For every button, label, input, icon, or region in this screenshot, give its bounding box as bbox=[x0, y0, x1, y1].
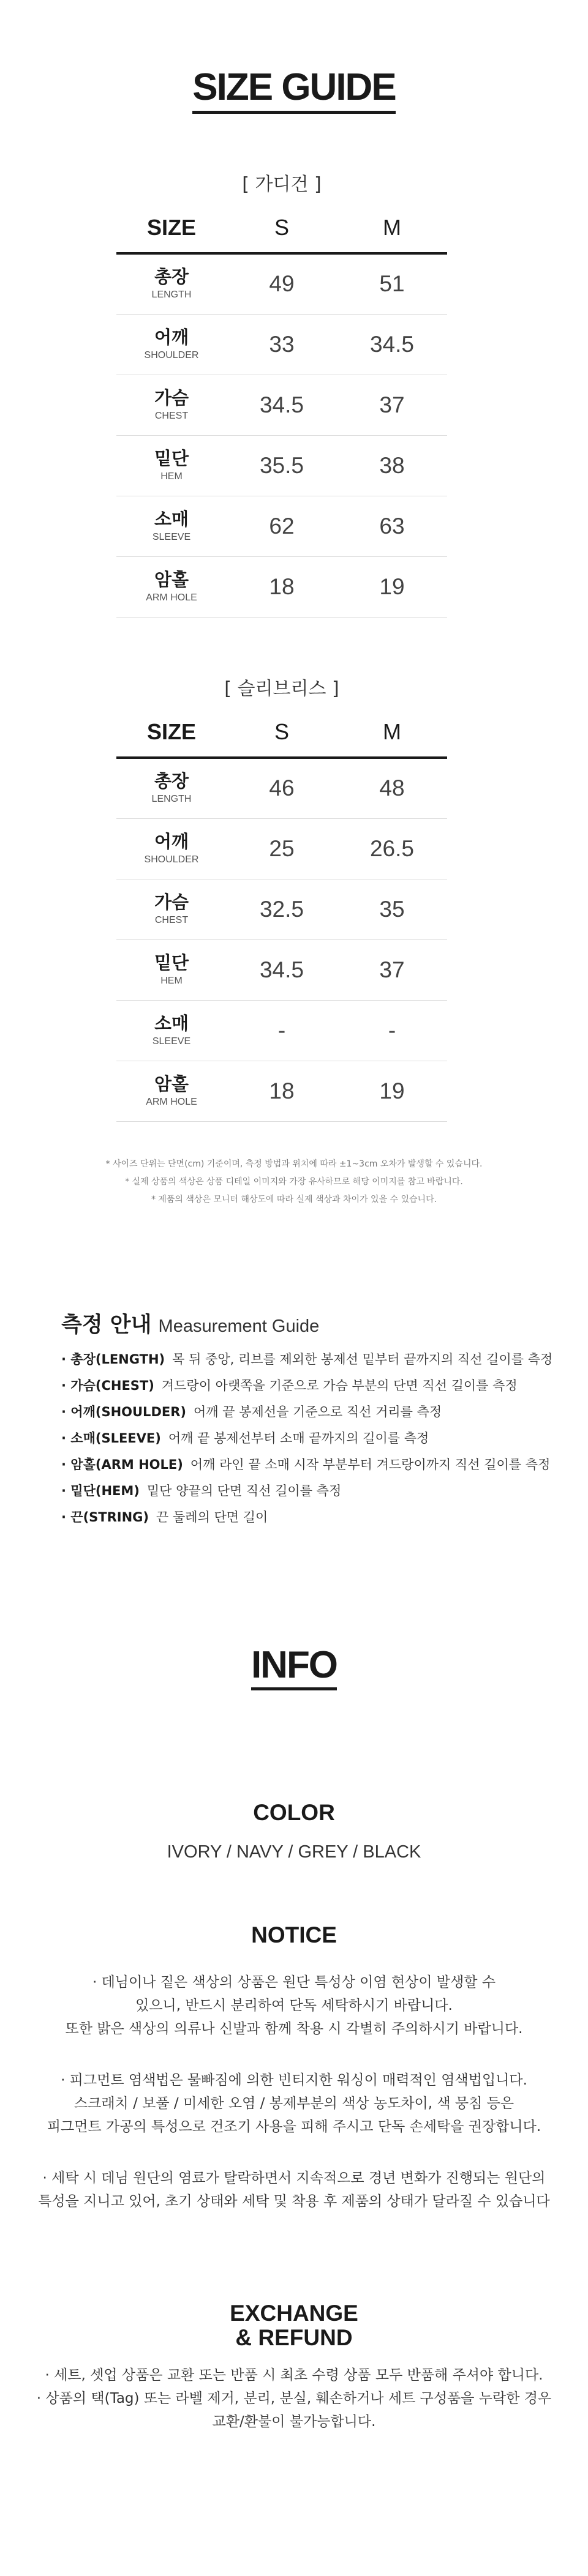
table-row bbox=[116, 314, 447, 375]
row-label-kr: 밑단 bbox=[154, 952, 189, 973]
measure-term: · 밑단(HEM) bbox=[61, 1484, 140, 1498]
notice-line: 있으니, 반드시 분리하여 단독 세탁하시기 바랍니다. bbox=[135, 1998, 453, 2014]
notice-line: 스크래치 / 보풀 / 미세한 오염 / 봉제부분의 색상 농도차이, 색 뭉침 등은 bbox=[74, 2096, 514, 2111]
table-row bbox=[116, 496, 447, 556]
value-m: 34.5 bbox=[337, 314, 447, 375]
row-label-en: CHEST bbox=[154, 410, 189, 421]
notice-line: 피그먼트 가공의 특성으로 건조기 사용을 피해 주시고 단독 손세탁을 권장합니다. bbox=[47, 2119, 541, 2135]
sleeveless-size-table bbox=[116, 707, 447, 1122]
measurement-title bbox=[61, 1310, 539, 1340]
value-s: 25 bbox=[227, 818, 337, 879]
notice-paragraph-1 bbox=[0, 1971, 588, 2040]
list-item bbox=[61, 1399, 539, 1425]
notice-line: 또한 밝은 색상의 의류나 신발과 함께 착용 시 각별히 주의하시기 바랍니다. bbox=[65, 2021, 523, 2037]
measure-desc: 겨드랑이 아랫쪽을 기준으로 가슴 부분의 단면 직선 길이를 측정 bbox=[161, 1378, 518, 1393]
row-label-en: SLEEVE bbox=[152, 531, 191, 542]
row-label bbox=[116, 1061, 227, 1121]
row-label bbox=[116, 758, 227, 818]
value-s: 18 bbox=[227, 556, 337, 617]
row-label-en: SLEEVE bbox=[152, 1036, 191, 1047]
measure-term: · 소매(SLEEVE) bbox=[61, 1431, 161, 1446]
table-row bbox=[116, 818, 447, 879]
value-s: 34.5 bbox=[227, 375, 337, 435]
row-label-kr: 암홀 bbox=[154, 1073, 189, 1094]
table-row bbox=[116, 939, 447, 1000]
table-header-row bbox=[116, 203, 447, 253]
value-s: 33 bbox=[227, 314, 337, 375]
header-s: S bbox=[227, 707, 337, 758]
row-label-en: ARM HOLE bbox=[146, 1096, 197, 1107]
row-label-kr: 암홀 bbox=[154, 569, 189, 590]
table-row bbox=[116, 253, 447, 314]
measure-term: · 총장(LENGTH) bbox=[61, 1352, 165, 1367]
list-item bbox=[61, 1504, 539, 1531]
size-guide-title: SIZE GUIDE bbox=[192, 67, 395, 114]
notice-line: 특성을 지니고 있어, 초기 상태와 세탁 및 착용 후 제품의 상태가 달라질 수 있습니다 bbox=[38, 2193, 550, 2209]
measure-desc: 밑단 양끝의 단면 직선 길이를 측정 bbox=[146, 1484, 342, 1498]
sleeveless-size-section bbox=[116, 671, 447, 1122]
value-s: 49 bbox=[227, 253, 337, 314]
info-title-block bbox=[0, 1645, 588, 1690]
row-label-kr: 소매 bbox=[154, 1012, 189, 1034]
table-row bbox=[116, 1061, 447, 1121]
exchange-heading-2: & REFUND bbox=[235, 2325, 353, 2350]
row-label-kr: 밑단 bbox=[154, 447, 189, 469]
row-label bbox=[116, 879, 227, 939]
value-s: 62 bbox=[227, 496, 337, 556]
measure-desc: 목 뒤 중앙, 리브를 제외한 봉제선 밑부터 끝까지의 직선 길이를 측정 bbox=[172, 1352, 553, 1367]
value-m: - bbox=[337, 1000, 447, 1061]
table-row bbox=[116, 879, 447, 939]
exchange-line: 교환/환불이 불가능합니다. bbox=[212, 2414, 376, 2430]
row-label bbox=[116, 818, 227, 879]
row-label-en: LENGTH bbox=[151, 794, 192, 805]
value-s: 18 bbox=[227, 1061, 337, 1121]
table-row bbox=[116, 375, 447, 435]
row-label-en: LENGTH bbox=[151, 289, 192, 301]
list-item bbox=[61, 1346, 553, 1373]
table-row bbox=[116, 556, 447, 617]
footnote: * 사이즈 단위는 단면(cm) 기준이며, 측정 방법과 위치에 따라 ±1~3cm 오차가 발생할 수 있습니다. bbox=[105, 1159, 483, 1169]
measure-term: · 암홀(ARM HOLE) bbox=[61, 1457, 183, 1472]
row-label bbox=[116, 496, 227, 556]
value-m: 19 bbox=[337, 1061, 447, 1121]
measure-desc: 어깨 끝 봉제선부터 소매 끝까지의 길이를 측정 bbox=[168, 1431, 429, 1446]
header-m: M bbox=[337, 203, 447, 253]
value-s: 46 bbox=[227, 758, 337, 818]
row-label bbox=[116, 253, 227, 314]
row-label-en: SHOULDER bbox=[144, 854, 199, 865]
size-guide-title-block bbox=[0, 67, 588, 114]
value-m: 37 bbox=[337, 939, 447, 1000]
table-row bbox=[116, 435, 447, 496]
notice-paragraph-2 bbox=[0, 2069, 588, 2138]
measure-term: · 어깨(SHOULDER) bbox=[61, 1405, 186, 1419]
notice-line: · 세탁 시 데님 원단의 염료가 탈락하면서 지속적으로 경년 변화가 진행되는 원단의 bbox=[42, 2170, 546, 2186]
table-header-row bbox=[116, 707, 447, 758]
measurement-list bbox=[61, 1346, 553, 1531]
footnote: * 실제 상품의 색상은 상품 디테일 이미지와 가장 유사하므로 해당 이미지를 참고 바랍니다. bbox=[125, 1177, 463, 1187]
row-label bbox=[116, 314, 227, 375]
sleeveless-caption: [ 슬리브리스 ] bbox=[224, 678, 339, 700]
row-label-kr: 총장 bbox=[154, 771, 189, 792]
notice-heading: NOTICE bbox=[251, 1922, 337, 1947]
measure-desc: 끈 둘레의 단면 길이 bbox=[156, 1510, 268, 1525]
cardigan-size-section bbox=[116, 166, 447, 618]
row-label bbox=[116, 556, 227, 617]
row-label-kr: 가슴 bbox=[154, 891, 189, 913]
table-row bbox=[116, 758, 447, 818]
value-m: 51 bbox=[337, 253, 447, 314]
row-label bbox=[116, 375, 227, 435]
value-m: 63 bbox=[337, 496, 447, 556]
exchange-heading-1: EXCHANGE bbox=[230, 2301, 358, 2326]
row-label-kr: 가슴 bbox=[154, 387, 189, 408]
value-s: - bbox=[227, 1000, 337, 1061]
notice-line: · 데님이나 짙은 색상의 상품은 원단 특성상 이염 현상이 발생할 수 bbox=[92, 1974, 496, 1990]
row-label-en: ARM HOLE bbox=[146, 592, 197, 603]
value-m: 48 bbox=[337, 758, 447, 818]
header-s: S bbox=[227, 203, 337, 253]
measurement-guide bbox=[61, 1310, 553, 1531]
value-m: 19 bbox=[337, 556, 447, 617]
value-s: 35.5 bbox=[227, 435, 337, 496]
row-label-en: HEM bbox=[160, 471, 183, 482]
exchange-paragraph bbox=[0, 2364, 588, 2433]
row-label bbox=[116, 1000, 227, 1061]
row-label-en: HEM bbox=[160, 975, 183, 986]
list-item bbox=[61, 1452, 551, 1478]
cardigan-caption: [ 가디건 ] bbox=[242, 174, 322, 195]
row-label-en: CHEST bbox=[154, 914, 189, 925]
value-s: 32.5 bbox=[227, 879, 337, 939]
measure-term: · 끈(STRING) bbox=[61, 1510, 149, 1525]
measure-term: · 가슴(CHEST) bbox=[61, 1378, 154, 1393]
list-item bbox=[61, 1478, 539, 1504]
color-heading: COLOR bbox=[253, 1800, 335, 1825]
list-item bbox=[61, 1373, 539, 1399]
value-m: 38 bbox=[337, 435, 447, 496]
list-item bbox=[61, 1425, 539, 1452]
footnote: * 제품의 색상은 모니터 해상도에 따라 실제 색상과 차이가 있을 수 있습니다. bbox=[151, 1195, 437, 1204]
table-row bbox=[116, 1000, 447, 1061]
notice-line: · 피그먼트 염색법은 물빠짐에 의한 빈티지한 워싱이 매력적인 염색법입니다. bbox=[61, 2072, 527, 2088]
row-label-kr: 어깨 bbox=[154, 326, 189, 348]
cardigan-size-table bbox=[116, 203, 447, 618]
row-label bbox=[116, 435, 227, 496]
info-title: INFO bbox=[251, 1645, 337, 1690]
measurement-title-kr: 측정 안내 bbox=[61, 1313, 152, 1337]
size-footnotes bbox=[0, 1155, 588, 1209]
header-size: SIZE bbox=[116, 203, 227, 253]
measure-desc: 어깨 라인 끝 소매 시작 부분부터 겨드랑이까지 직선 길이를 측정 bbox=[190, 1457, 551, 1472]
value-m: 26.5 bbox=[337, 818, 447, 879]
row-label-kr: 어깨 bbox=[154, 831, 189, 852]
row-label-en: SHOULDER bbox=[144, 349, 199, 360]
exchange-line: · 상품의 택(Tag) 또는 라벨 제거, 분리, 분실, 훼손하거나 세트 구성품을 누락한 경우 bbox=[36, 2391, 552, 2406]
header-m: M bbox=[337, 707, 447, 758]
exchange-line: · 세트, 셋업 상품은 교환 또는 반품 시 최초 수령 상품 모두 반품해 주셔야 합니다. bbox=[45, 2367, 543, 2383]
row-label bbox=[116, 939, 227, 1000]
row-label-kr: 총장 bbox=[154, 266, 189, 288]
notice-paragraph-3 bbox=[0, 2167, 588, 2213]
value-m: 37 bbox=[337, 375, 447, 435]
value-s: 34.5 bbox=[227, 939, 337, 1000]
value-m: 35 bbox=[337, 879, 447, 939]
measurement-title-en: Measurement Guide bbox=[158, 1316, 320, 1336]
color-values: IVORY / NAVY / GREY / BLACK bbox=[167, 1842, 421, 1862]
measure-desc: 어깨 끝 봉제선을 기준으로 직선 거리를 측정 bbox=[194, 1405, 442, 1419]
row-label-kr: 소매 bbox=[154, 508, 189, 529]
header-size: SIZE bbox=[116, 707, 227, 758]
